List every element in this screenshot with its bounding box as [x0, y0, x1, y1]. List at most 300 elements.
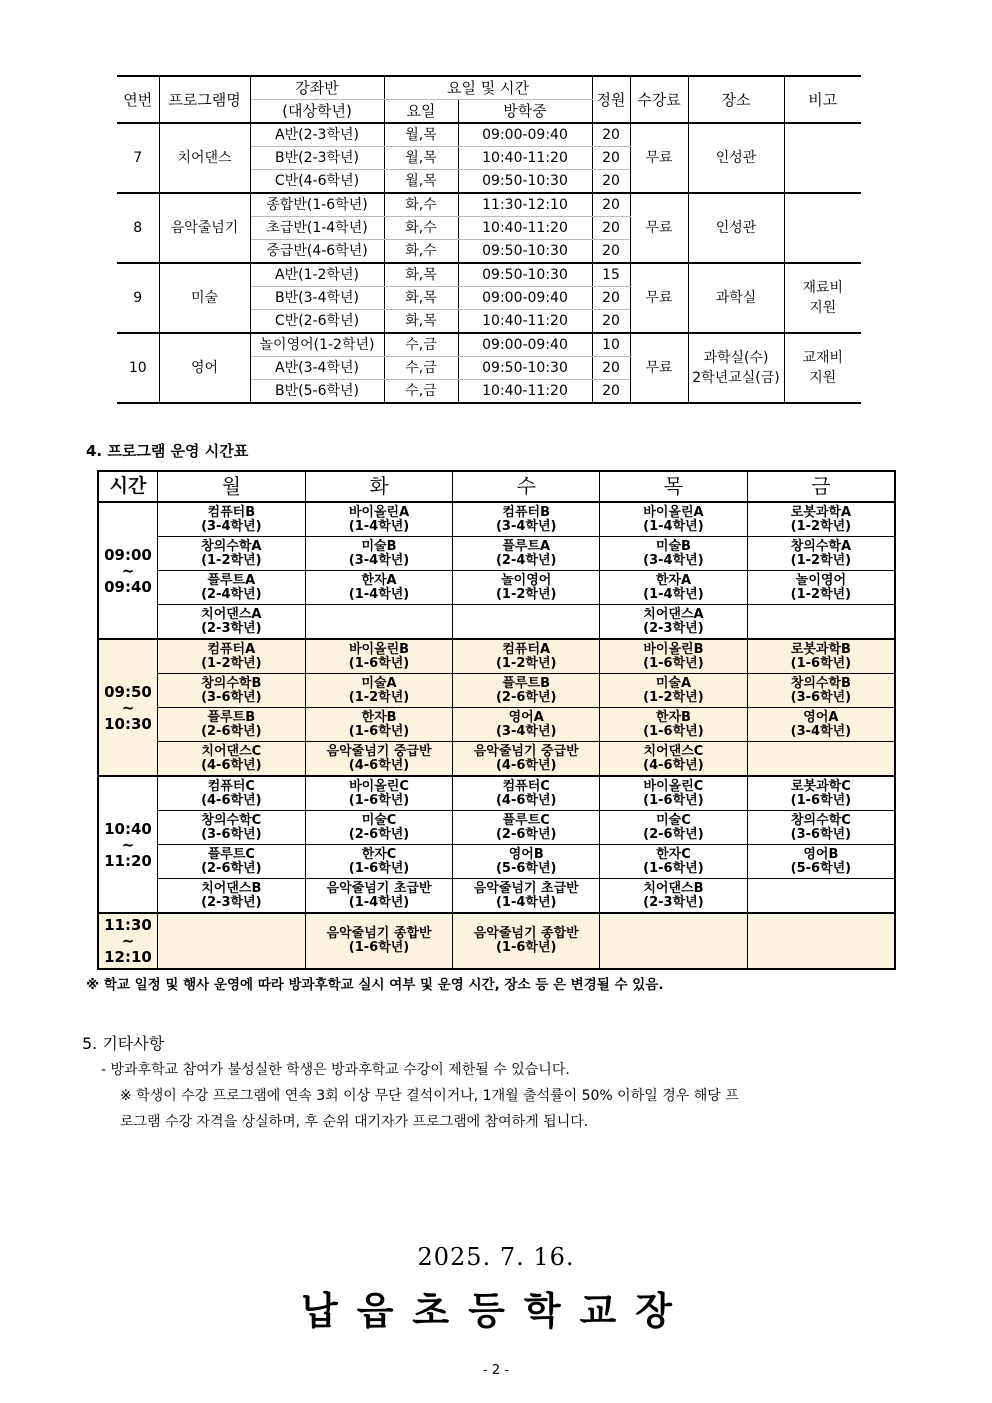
timetable-cell — [600, 811, 748, 845]
class-grade: (1-4학년) — [643, 586, 704, 602]
class-grade: (1-6학년) — [790, 655, 852, 671]
program-time: 09:50-10:30 — [458, 240, 592, 264]
class-name: 한자B — [361, 709, 397, 725]
class-name: 치어댄스B — [201, 880, 262, 896]
class-name: 한자A — [361, 572, 397, 588]
program-fee: 무료 — [630, 123, 688, 193]
class-name: 미술B — [361, 538, 397, 554]
program-cap: 10 — [592, 333, 630, 357]
timetable-cell — [747, 879, 895, 914]
class-name: 플루트A — [207, 572, 256, 588]
class-name: 음악줄넘기 중급반 — [326, 743, 432, 759]
principal-name: 납읍초등학교장 — [301, 1288, 691, 1333]
program-class: C반(4-6학년) — [250, 170, 384, 194]
class-name: 플루트B — [207, 709, 256, 725]
program-day: 화,목 — [384, 287, 458, 310]
program-name: 음악줄넘기 — [159, 193, 250, 263]
program-class: B반(5-6학년) — [250, 380, 384, 404]
header-cap: 정원 — [592, 76, 630, 123]
class-grade: (4-6학년) — [201, 757, 262, 773]
program-cap: 20 — [592, 193, 630, 217]
class-name: 음악줄넘기 종합반 — [473, 926, 579, 941]
timetable-cell — [305, 879, 453, 914]
class-name: 바이올린C — [643, 778, 704, 794]
program-place — [688, 123, 784, 193]
header-after: 방학중 — [458, 100, 592, 124]
program-time: 10:40-11:20 — [458, 217, 592, 240]
header-day: 요일 — [384, 100, 458, 124]
class-name: 한자C — [361, 846, 397, 862]
timetable-cell — [600, 845, 748, 879]
timetable-cell — [747, 913, 895, 969]
timetable-cell — [453, 639, 600, 674]
class-name: 창의수학B — [790, 675, 851, 691]
class-grade: (3-4학년) — [201, 518, 262, 534]
timetable-cell — [600, 674, 748, 708]
class-grade: (4-6학년) — [201, 792, 262, 808]
class-grade: (2-6학년) — [495, 826, 557, 842]
class-grade: (1-6학년) — [348, 655, 410, 671]
timetable-row — [98, 776, 895, 811]
class-grade: (1-2학년) — [201, 655, 262, 671]
header-class-top: 강좌반 — [250, 76, 384, 100]
class-name: 영어A — [803, 709, 839, 725]
class-name: 창의수학A — [790, 538, 852, 554]
etc-line-3: 로그램 수강 자격을 상실하며, 후 순위 대기자가 프로그램에 참여하게 됩니다. — [120, 1114, 589, 1130]
program-cap: 20 — [592, 170, 630, 194]
program-row — [117, 333, 861, 357]
program-class: A반(1-2학년) — [250, 263, 384, 287]
class-grade: (1-4학년) — [495, 894, 557, 910]
class-name: 미술B — [655, 538, 691, 554]
header-no: 연번 — [117, 76, 159, 123]
timetable-cell — [157, 639, 305, 674]
timetable-cell — [747, 845, 895, 879]
class-grade: (1-4학년) — [643, 518, 704, 534]
program-place-text: 인성관 — [715, 220, 757, 236]
class-name: 컴퓨터B — [207, 504, 256, 520]
program-name: 영어 — [159, 333, 250, 403]
timetable-cell — [305, 742, 453, 777]
class-grade: (1-2학년) — [495, 655, 557, 671]
program-row — [117, 193, 861, 217]
class-grade: (3-6학년) — [790, 826, 852, 842]
timetable-cell — [453, 537, 600, 571]
program-row — [117, 263, 861, 287]
program-note — [784, 263, 861, 333]
class-grade: (2-4학년) — [495, 552, 557, 568]
time-slot-text: 11:30 — [104, 916, 152, 934]
class-name: 플루트C — [207, 846, 255, 862]
timetable-row — [98, 674, 895, 708]
timetable-cell — [157, 742, 305, 777]
program-cap: 20 — [592, 240, 630, 264]
time-slot-text: 10:30 — [104, 714, 152, 733]
program-day: 화,수 — [384, 240, 458, 264]
program-no: 9 — [117, 263, 159, 333]
timetable-cell — [157, 571, 305, 605]
program-time: 09:00-09:40 — [458, 123, 592, 147]
program-day: 월,목 — [384, 147, 458, 170]
class-name: 치어댄스A — [201, 606, 262, 622]
program-day: 월,목 — [384, 170, 458, 194]
class-grade: (1-2학년) — [790, 518, 852, 534]
program-time: 09:50-10:30 — [458, 170, 592, 194]
class-name: 놀이영어 — [501, 572, 552, 588]
program-cap: 20 — [592, 380, 630, 404]
class-grade: (1-2학년) — [201, 552, 262, 568]
class-grade: (2-3학년) — [643, 620, 704, 636]
program-place-text: 과학실 — [715, 290, 757, 306]
timetable-cell — [157, 708, 305, 742]
class-grade: (3-6학년) — [790, 689, 852, 705]
class-grade: (2-4학년) — [201, 586, 262, 602]
class-grade: (2-6학년) — [201, 860, 262, 876]
timetable-cell — [747, 639, 895, 674]
program-time: 09:50-10:30 — [458, 357, 592, 380]
program-note-line2: 지원 — [809, 370, 837, 386]
header-place: 장소 — [688, 76, 784, 123]
timetable-time-slot — [98, 776, 157, 913]
timetable-cell — [453, 879, 600, 914]
header-name: 프로그램명 — [159, 76, 250, 123]
timetable-header-time: 시간 — [98, 471, 157, 502]
program-place-line1: 과학실(수) — [703, 350, 769, 366]
program-place — [688, 333, 784, 403]
class-name: 로봇과학C — [791, 778, 851, 794]
class-grade: (3-4학년) — [643, 552, 704, 568]
program-note-line1: 교재비 — [802, 350, 844, 366]
timetable-cell — [453, 708, 600, 742]
timetable-cell — [747, 674, 895, 708]
section5-title: 5. 기타사항 — [82, 1034, 165, 1053]
class-grade: (1-6학년) — [348, 792, 410, 808]
timetable-cell — [305, 537, 453, 571]
program-note — [784, 333, 861, 403]
timetable-cell — [453, 571, 600, 605]
class-grade: (1-6학년) — [495, 940, 557, 955]
timetable-time-slot — [98, 639, 157, 776]
class-grade: (1-6학년) — [348, 940, 410, 955]
class-name: 치어댄스C — [201, 743, 262, 759]
program-cap: 20 — [592, 147, 630, 170]
class-grade: (3-4학년) — [790, 723, 852, 739]
timetable-cell — [157, 811, 305, 845]
timetable-cell — [305, 674, 453, 708]
program-class: B반(3-4학년) — [250, 287, 384, 310]
timetable-time-slot — [98, 502, 157, 639]
class-name: 미술C — [656, 812, 691, 828]
program-no: 8 — [117, 193, 159, 263]
timetable-cell — [747, 605, 895, 640]
class-grade: (3-4학년) — [348, 552, 410, 568]
program-place-text: 인성관 — [715, 150, 757, 166]
class-grade: (3-6학년) — [201, 826, 262, 842]
program-class: 놀이영어(1-2학년) — [250, 333, 384, 357]
class-name: 영어B — [803, 846, 839, 862]
timetable-row — [98, 742, 895, 777]
timetable-cell — [747, 502, 895, 537]
program-note — [784, 193, 861, 263]
class-grade: (1-2학년) — [495, 586, 557, 602]
timetable-cell — [747, 571, 895, 605]
class-name: 컴퓨터A — [502, 641, 551, 657]
class-grade: (1-6학년) — [348, 860, 410, 876]
timetable-cell — [747, 708, 895, 742]
time-slot-text: 09:50 — [104, 682, 152, 701]
class-name: 음악줄넘기 종합반 — [326, 926, 432, 941]
class-grade: (2-6학년) — [495, 689, 557, 705]
timetable-cell — [453, 605, 600, 640]
timetable-cell — [157, 674, 305, 708]
class-grade: (1-4학년) — [348, 894, 410, 910]
program-day: 화,수 — [384, 217, 458, 240]
program-no: 7 — [117, 123, 159, 193]
timetable-cell — [600, 537, 748, 571]
timetable-cell — [157, 913, 305, 969]
class-name: 컴퓨터C — [207, 778, 255, 794]
class-name: 음악줄넘기 초급반 — [473, 880, 579, 896]
program-cap: 20 — [592, 217, 630, 240]
class-name: 미술C — [361, 812, 397, 828]
class-name: 미술A — [361, 675, 397, 691]
timetable-cell — [453, 811, 600, 845]
class-name: 창의수학C — [201, 812, 262, 828]
timetable-cell — [157, 776, 305, 811]
timetable-cell — [600, 571, 748, 605]
class-name: 바이올린C — [349, 778, 409, 794]
time-slot-text: 09:00 — [104, 545, 152, 564]
class-name: 한자C — [656, 846, 691, 862]
timetable-cell — [453, 845, 600, 879]
program-cap: 20 — [592, 287, 630, 310]
timetable-cell — [600, 502, 748, 537]
timetable-cell — [453, 674, 600, 708]
class-grade: (1-6학년) — [643, 655, 704, 671]
class-grade: (2-6학년) — [201, 723, 262, 739]
timetable-cell — [305, 639, 453, 674]
program-time: 10:40-11:20 — [458, 380, 592, 404]
class-grade: (4-6학년) — [495, 757, 557, 773]
program-time: 10:40-11:20 — [458, 310, 592, 334]
program-day: 수,금 — [384, 380, 458, 404]
program-time: 11:30-12:10 — [458, 193, 592, 217]
timetable-note: ※ 학교 일정 및 행사 운영에 따라 방과후학교 실시 여부 및 운영 시간, 장소 등 은 변경될 수 있음. — [86, 977, 664, 993]
program-note — [784, 123, 861, 193]
class-grade: (1-6학년) — [643, 860, 704, 876]
class-name: 치어댄스A — [643, 606, 704, 622]
class-name: 창의수학C — [791, 812, 851, 828]
class-name: 치어댄스C — [643, 743, 704, 759]
header-daytime: 요일 및 시간 — [384, 76, 592, 100]
header-fee: 수강료 — [630, 76, 688, 123]
class-name: 컴퓨터A — [207, 641, 256, 657]
timetable-cell — [305, 776, 453, 811]
timetable-cell — [453, 776, 600, 811]
timetable-cell — [600, 776, 748, 811]
timetable — [97, 470, 896, 970]
timetable-cell — [600, 639, 748, 674]
time-slot-text: 12:10 — [104, 948, 152, 966]
class-name: 영어A — [508, 709, 544, 725]
timetable-cell — [305, 811, 453, 845]
program-place — [688, 263, 784, 333]
program-name: 치어댄스 — [159, 123, 250, 193]
class-grade: (4-6학년) — [348, 757, 410, 773]
timetable-cell — [453, 502, 600, 537]
timetable-header-day: 화 — [305, 471, 453, 502]
class-grade: (2-3학년) — [643, 894, 704, 910]
class-name: 컴퓨터C — [502, 778, 550, 794]
timetable-cell — [600, 879, 748, 914]
program-cap: 20 — [592, 310, 630, 334]
etc-line-1: - 방과후학교 참여가 불성실한 학생은 방과후학교 수강이 제한될 수 있습니다. — [101, 1062, 570, 1078]
class-name: 한자A — [655, 572, 692, 588]
class-name: 놀이영어 — [795, 572, 846, 588]
program-class: A반(2-3학년) — [250, 123, 384, 147]
timetable-cell — [453, 913, 600, 969]
class-name: 창의수학B — [201, 675, 262, 691]
class-name: 바이올린B — [348, 641, 410, 657]
timetable-cell — [305, 913, 453, 969]
program-class: C반(2-6학년) — [250, 310, 384, 334]
timetable-cell — [305, 502, 453, 537]
class-name: 플루트C — [502, 812, 550, 828]
timetable-cell — [305, 571, 453, 605]
timetable-cell — [747, 811, 895, 845]
program-note-line1: 재료비 — [802, 280, 844, 296]
timetable-row — [98, 605, 895, 640]
program-day: 수,금 — [384, 357, 458, 380]
class-name: 한자B — [655, 709, 691, 725]
class-grade: (1-4학년) — [348, 518, 410, 534]
time-slot-text: ~ — [121, 932, 135, 950]
timetable-cell — [600, 913, 748, 969]
program-cap: 20 — [592, 357, 630, 380]
timetable-cell — [747, 742, 895, 777]
program-row — [117, 123, 861, 147]
timetable-header-day: 월 — [157, 471, 305, 502]
program-day: 수,금 — [384, 333, 458, 357]
program-class: 초급반(1-4학년) — [250, 217, 384, 240]
timetable-cell — [600, 605, 748, 640]
program-time: 09:50-10:30 — [458, 263, 592, 287]
class-grade: (2-6학년) — [348, 826, 410, 842]
class-name: 미술A — [655, 675, 692, 691]
timetable-cell — [747, 537, 895, 571]
class-name: 바이올린A — [348, 504, 410, 520]
document-date: 2025. 7. 16. — [417, 1243, 575, 1271]
timetable-time-slot — [98, 913, 157, 969]
etc-line-2: ※ 학생이 수강 프로그램에 연속 3회 이상 무단 결석이거나, 1개월 출석률이 50% 이하일 경우 해당 프 — [120, 1088, 739, 1104]
timetable-row — [98, 708, 895, 742]
class-name: 창의수학A — [201, 538, 262, 554]
class-grade: (2-3학년) — [201, 894, 262, 910]
class-grade: (4-6학년) — [643, 757, 704, 773]
class-grade: (1-2학년) — [790, 552, 852, 568]
time-slot-text: ~ — [121, 561, 135, 580]
program-day: 화,목 — [384, 263, 458, 287]
class-name: 플루트A — [502, 538, 551, 554]
timetable-row — [98, 811, 895, 845]
timetable-cell — [600, 742, 748, 777]
program-day: 월,목 — [384, 123, 458, 147]
class-grade: (1-4학년) — [348, 586, 410, 602]
section4-title: 4. 프로그램 운영 시간표 — [86, 442, 249, 460]
program-fee: 무료 — [630, 193, 688, 263]
page-number: - 2 - — [483, 1363, 509, 1378]
timetable-cell — [600, 708, 748, 742]
timetable-cell — [305, 845, 453, 879]
class-name: 바이올린B — [643, 641, 704, 657]
timetable-cell — [157, 605, 305, 640]
program-no: 10 — [117, 333, 159, 403]
program-place-line2: 2학년교실(금) — [692, 370, 780, 386]
timetable-row — [98, 913, 895, 969]
class-name: 음악줄넘기 중급반 — [473, 743, 579, 759]
class-name: 로봇과학A — [790, 504, 852, 520]
class-name: 영어B — [508, 846, 544, 862]
class-grade: (4-6학년) — [495, 792, 557, 808]
program-class: A반(3-4학년) — [250, 357, 384, 380]
class-grade: (1-6학년) — [348, 723, 410, 739]
timetable-cell — [157, 879, 305, 914]
time-slot-text: 10:40 — [104, 819, 152, 838]
timetable-cell — [305, 605, 453, 640]
program-name: 미술 — [159, 263, 250, 333]
timetable-row — [98, 639, 895, 674]
timetable-cell — [305, 708, 453, 742]
timetable-row — [98, 879, 895, 914]
program-day: 화,수 — [384, 193, 458, 217]
class-grade: (5-6학년) — [790, 860, 852, 876]
class-grade: (3-4학년) — [495, 723, 557, 739]
timetable-row — [98, 502, 895, 537]
timetable-header-day: 금 — [747, 471, 895, 502]
time-slot-text: 09:40 — [104, 577, 152, 596]
class-name: 음악줄넘기 초급반 — [326, 880, 432, 896]
class-grade: (1-2학년) — [790, 586, 852, 602]
time-slot-text: 11:20 — [104, 851, 152, 870]
header-note: 비고 — [784, 76, 861, 123]
class-grade: (1-2학년) — [643, 689, 704, 705]
timetable-row — [98, 537, 895, 571]
program-day: 화,목 — [384, 310, 458, 334]
timetable-cell — [157, 845, 305, 879]
class-grade: (1-2학년) — [348, 689, 410, 705]
program-place — [688, 193, 784, 263]
program-cap: 20 — [592, 123, 630, 147]
program-class: 중급반(4-6학년) — [250, 240, 384, 264]
class-grade: (3-4학년) — [495, 518, 557, 534]
timetable-header-day: 목 — [600, 471, 748, 502]
class-grade: (1-6학년) — [643, 723, 704, 739]
class-name: 컴퓨터B — [502, 504, 551, 520]
class-grade: (3-6학년) — [201, 689, 262, 705]
timetable-row — [98, 845, 895, 879]
program-class: 종합반(1-6학년) — [250, 193, 384, 217]
timetable-cell — [157, 502, 305, 537]
program-fee: 무료 — [630, 333, 688, 403]
header-class-bottom: (대상학년) — [250, 100, 384, 124]
timetable-cell — [747, 776, 895, 811]
timetable-header-day: 수 — [453, 471, 600, 502]
program-cap: 15 — [592, 263, 630, 287]
program-time: 09:00-09:40 — [458, 333, 592, 357]
class-grade: (1-6학년) — [643, 792, 704, 808]
class-grade: (5-6학년) — [495, 860, 557, 876]
timetable-cell — [453, 742, 600, 777]
